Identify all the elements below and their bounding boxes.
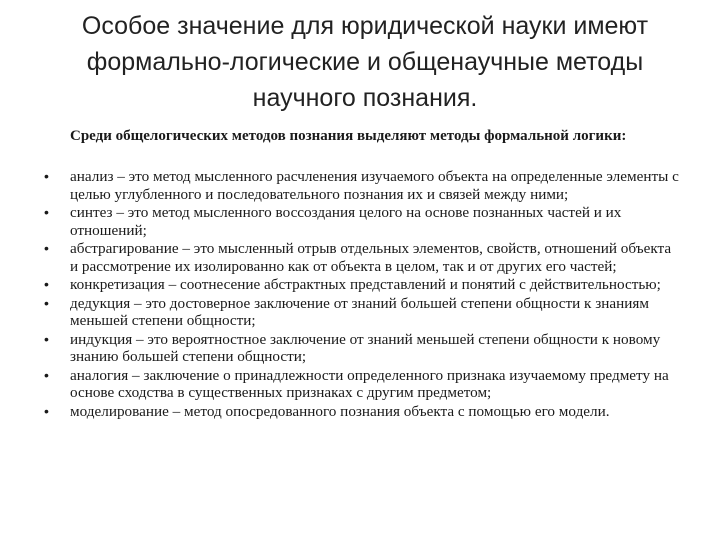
list-item-abstraction: • абстрагирование – это мысленный отрыв отдельных элементов, свойств, отношений объекта и рассмотрение их изолированно как от объекта в целом, так и от других его частей; (70, 240, 682, 275)
list-item-analogy: • аналогия – заключение о принадлежности определенного признака изучаемому предмету на основе сходства в существенных признаках с другим предметом; (70, 367, 682, 402)
list-item-analysis: • анализ – это метод мысленного расчленения изучаемого объекта на определенные элементы с целью углубленного и последовательного познания их и связей между ними; (70, 168, 682, 203)
list-item-concretization: • конкретизация – соотнесение абстрактных представлений и понятий с действительностью; (70, 276, 682, 294)
methods-list (70, 168, 682, 421)
list-item-induction: • индукция – это вероятностное заключение от знаний меньшей степени общности к новому знанию большей степени общности; (70, 331, 682, 366)
slide-title: Особое значение для юридической науки имеют формально-логические и общенаучные методы научного познания. (81, 12, 649, 112)
intro-text: Среди общелогических методов познания выделяют методы формальной логики: (70, 128, 627, 144)
list-item-deduction: • дедукция – это достоверное заключение от знаний большей степени общности к знаниям меньшей степени общности; (70, 295, 682, 330)
list-item-modeling: • моделирование – метод опосредованного познания объекта с помощью его модели. (70, 403, 682, 421)
list-item-synthesis: • синтез – это метод мысленного воссоздания целого на основе познанных частей и их отношений; (70, 204, 682, 239)
